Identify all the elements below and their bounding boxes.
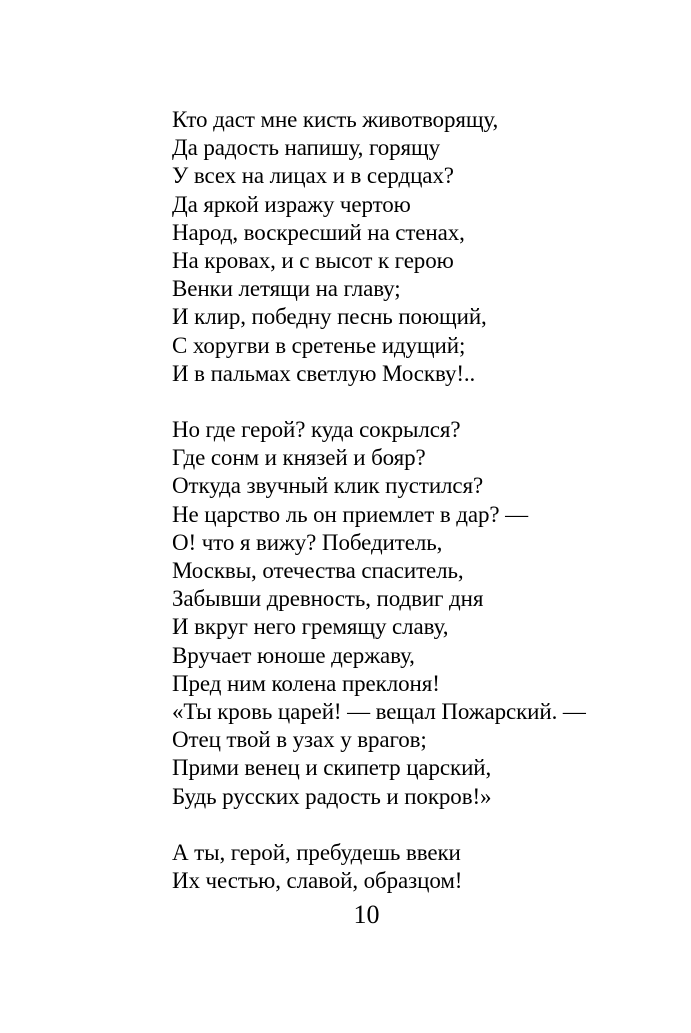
- poem-line: Забывши древность, подвиг дня: [172, 586, 484, 612]
- poem-line: Да радость напишу, горящу: [172, 135, 441, 161]
- poem-line: И вкруг него гремящу славу,: [172, 614, 449, 640]
- poem-line: Вручает юноше державу,: [172, 642, 415, 668]
- poem-line: Народ, воскресший на стенах,: [172, 219, 465, 245]
- poem-line: На кровах, и с высот к герою: [172, 248, 454, 274]
- poem-line: Но где герой? куда сокрылся?: [172, 417, 461, 443]
- poem-line: Их честью, славой, образцом!: [172, 868, 463, 894]
- page-number: 10: [353, 900, 380, 929]
- poem-line: Прими венец и скипетр царский,: [172, 755, 492, 781]
- stanza-1: [172, 106, 632, 388]
- poem-line: Где сонм и князей и бояр?: [172, 445, 426, 471]
- poem-line: Откуда звучный клик пустился?: [172, 473, 484, 499]
- poem-line: С хоругви в сретенье идущий;: [172, 332, 466, 358]
- poem: [172, 106, 632, 895]
- poem-line: Кто даст мне кисть животворящу,: [172, 107, 499, 132]
- poem-line: И клир, победну песнь поющий,: [172, 304, 487, 330]
- poem-line: Не царство ль он приемлет в дар? —: [172, 501, 529, 527]
- poem-line: Отец твой в узах у врагов;: [172, 727, 427, 753]
- stanza-3: [172, 839, 632, 895]
- poem-line: У всех на лицах и в сердцах?: [172, 163, 454, 189]
- poem-line: Будь русских радость и покров!»: [172, 783, 492, 809]
- poem-line: «Ты кровь царей! — вещал Пожарский. —: [172, 699, 586, 725]
- poem-line: Венки летящи на главу;: [172, 276, 401, 302]
- poem-line: А ты, герой, пребудешь ввеки: [172, 839, 461, 865]
- poem-line: Пред ним колена преклоня!: [172, 670, 440, 696]
- poem-line: Москвы, отечества спаситель,: [172, 558, 464, 584]
- stanza-2: [172, 416, 632, 811]
- poem-line: О! что я вижу? Победитель,: [172, 529, 443, 555]
- poem-line: Да яркой изражу чертою: [172, 191, 411, 217]
- poem-line: И в пальмах светлую Москву!..: [172, 360, 476, 386]
